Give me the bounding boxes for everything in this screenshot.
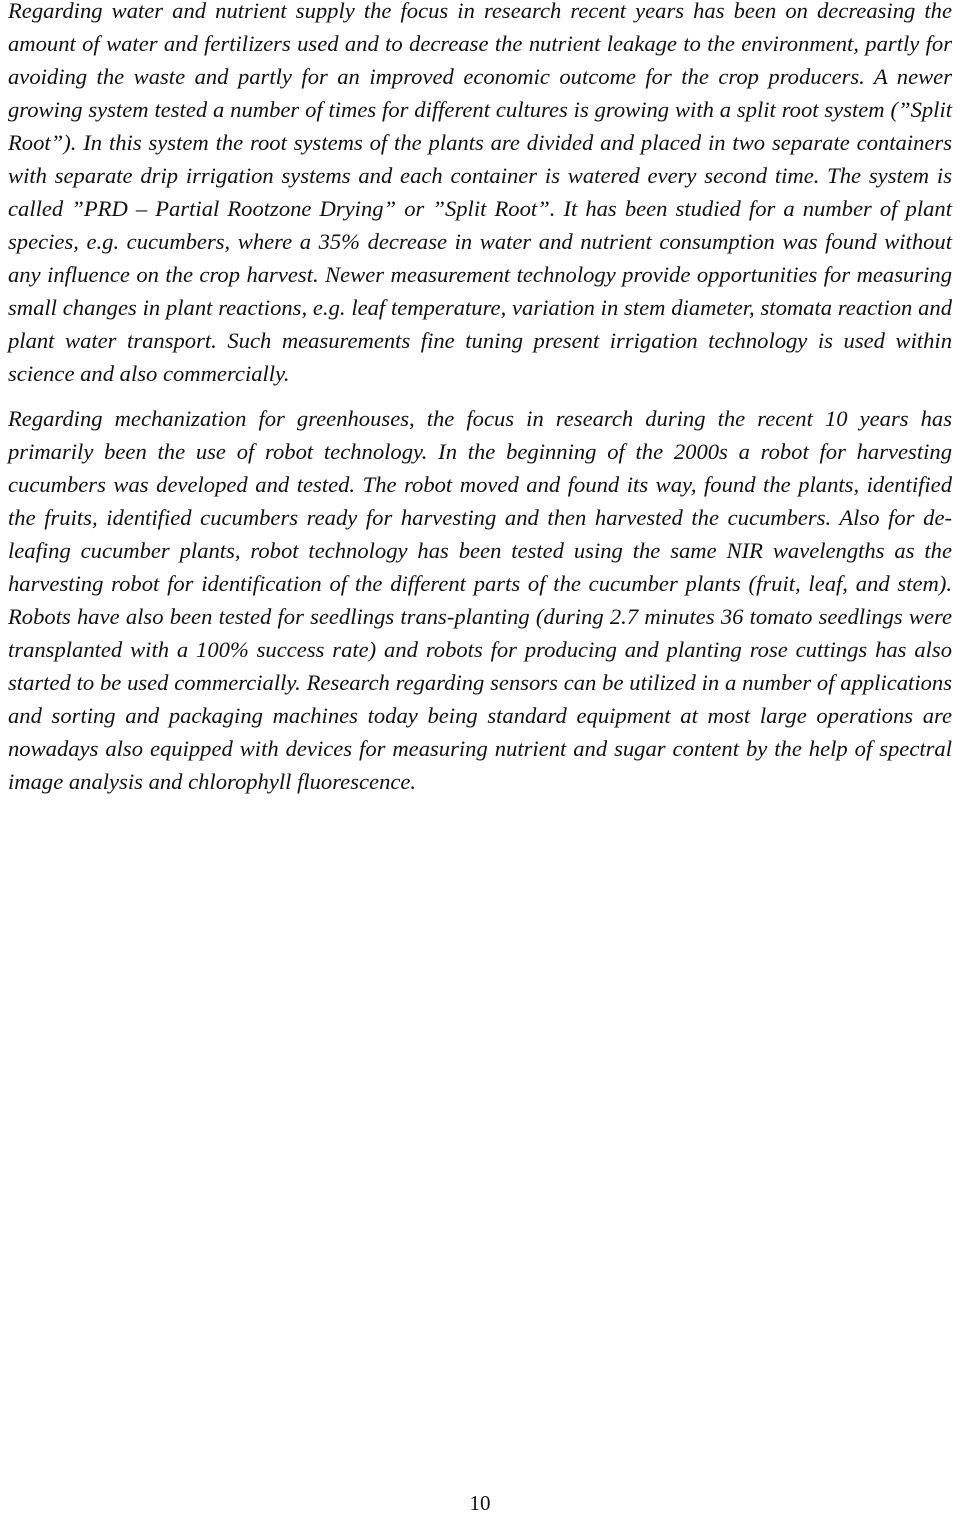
paragraph-greenhouse-mechanization: Regarding mechanization for greenhouses, the focus in research during the recent 10 years has primarily been the use of robot technology. In the beginning of the 2000s a robot for harvesting cucumbers was developed and tested. The robot moved and found its way, found the plants, identified the fruits, identified cucumbers ready for harvesting and then harvested the cucumbers. Also for de-leafing cucumber plants, robot technology has been tested using the same NIR wavelengths as the harvesting robot for identification of the different parts of the cucumber plants (fruit, leaf, and stem). Robots have also been tested for seedlings trans-planting (during 2.7 minutes 36 tomato seedlings were transplanted with a 100% success rate) and robots for producing and planting rose cuttings has also started to be used commercially. Research regarding sensors can be utilized in a number of applications and sorting and packaging machines today being standard equipment at most large operations are nowadays also equipped with devices for measuring nutrient and sugar content by the help of spectral image analysis and chlorophyll fluorescence. bbox=[8, 406, 952, 794]
body-text bbox=[8, 0, 952, 798]
paragraph-water-nutrient-supply: Regarding water and nutrient supply the focus in research recent years has been on decreasing the amount of water and fertilizers used and to decrease the nutrient leakage to the environment, partly for avoiding the waste and partly for an improved economic outcome for the crop producers. A newer growing system tested a number of times for different cultures is growing with a split root system (”Split Root”). In this system the root systems of the plants are divided and placed in two separate containers with separate drip irrigation systems and each container is watered every second time. The system is called ”PRD – Partial Rootzone Drying” or ”Split Root”. It has been studied for a number of plant species, e.g. cucumbers, where a 35% decrease in water and nutrient consumption was found without any influence on the crop harvest. Newer measurement technology provide opportunities for measuring small changes in plant reactions, e.g. leaf temperature, variation in stem diameter, stomata reaction and plant water transport. Such measurements fine tuning present irrigation technology is used within science and also commercially. bbox=[8, 0, 952, 386]
page-number: 10 bbox=[469, 1491, 491, 1515]
